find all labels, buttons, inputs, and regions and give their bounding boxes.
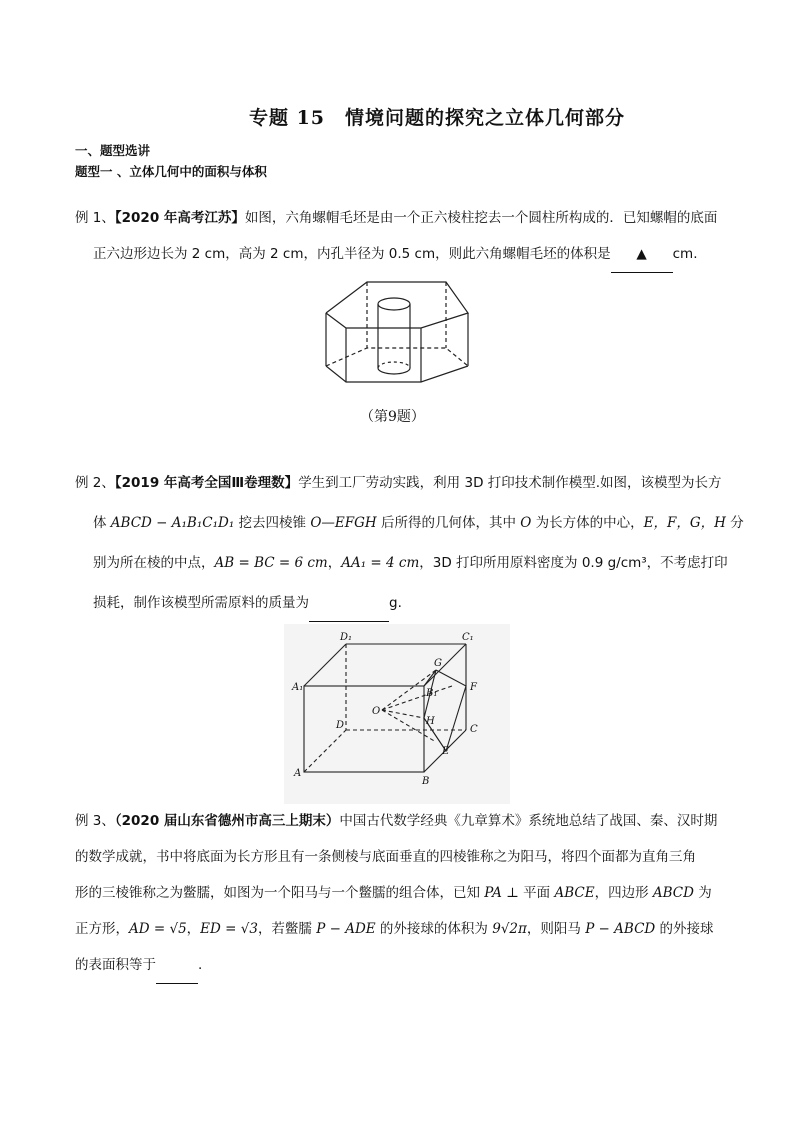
answer-blank [156, 947, 198, 984]
example-3-text: ，四边形 [594, 885, 653, 901]
example-2-text: 后所得的几何体，其中 [376, 515, 521, 531]
example-3-text: 形的三棱锥称之为鳖臑，如图为一个阳马与一个鳖臑的组合体，已知 [75, 885, 485, 901]
answer-blank [309, 585, 389, 622]
example-3-text: ， [186, 921, 201, 937]
math-expression: E，F，G，H [643, 515, 726, 531]
figure-2-label: A₁ [292, 682, 304, 693]
math-expression: 9√2π [492, 921, 527, 937]
math-expression: O [520, 515, 532, 531]
figure-2-label: O [372, 706, 381, 717]
math-expression: P − ABCD [585, 921, 656, 937]
example-3-text: . [198, 957, 203, 973]
subsection-heading: 题型一 、立体几何中的面积与体积 [75, 164, 267, 179]
page-title: 专题 15 情境问题的探究之立体几何部分 [248, 107, 626, 129]
figure-1-caption: （第9题） [360, 409, 425, 425]
example-3-source: （2020 届山东省德州市高三上期末） [114, 813, 340, 829]
math-expression: AD = √5 [129, 921, 187, 937]
example-2-text: 为长方体的中心， [531, 515, 644, 531]
example-3-text: 为 [693, 885, 712, 901]
cuboid-pyramid-figure [284, 624, 510, 804]
example-3-text: 中国古代数学经典《九章算术》系统地总结了战国、秦、汉时期 [339, 813, 718, 829]
example-3-text: ，若鳖臑 [257, 921, 317, 937]
figure-2-label: B₁ [426, 688, 438, 699]
example-3-text: 平面 [518, 885, 555, 901]
example-2-text: ，3D 打印所用原料密度为 0.9 g/cm³，不考虑打印 [419, 555, 728, 571]
figure-2-label: C [470, 724, 478, 735]
example-2-text: 分 [725, 515, 744, 531]
example-2-text: 挖去四棱锥 [234, 515, 311, 531]
math-expression: PA ⊥ [484, 885, 519, 901]
example-2-label: 例 2、 [75, 475, 115, 491]
example-2-text-line1: 学生到工厂劳动实践，利用 3D 打印技术制作模型.如图，该模型为长方 [298, 475, 722, 491]
figure-2-label: A [294, 768, 302, 779]
example-3 [75, 803, 725, 984]
math-expression: P − ADE [316, 921, 376, 937]
example-3-text: 正方形， [75, 921, 129, 937]
figure-2-label: E [442, 746, 450, 757]
example-1-text-line1: 如图，六角螺帽毛坯是由一个正六棱柱挖去一个圆柱所构成的．已知螺帽的底面 [244, 210, 718, 226]
example-2-text: 损耗，制作该模型所需原料的质量为 [93, 595, 309, 611]
example-2 [75, 465, 744, 622]
example-3-text: 的表面积等于 [75, 957, 156, 973]
example-3-text: 的外接球的体积为 [375, 921, 493, 937]
example-2-text: 体 [93, 515, 111, 531]
example-2-text: ， [327, 555, 342, 571]
example-1-unit: cm. [672, 246, 698, 262]
example-3-label: 例 3、 [75, 813, 115, 829]
math-expression: ED = √3 [200, 921, 258, 937]
math-expression: ABCD − A₁B₁C₁D₁ [110, 515, 235, 531]
math-expression: O—EFGH [310, 515, 377, 531]
math-expression: AB = BC = 6 cm [214, 555, 328, 571]
example-1-label: 例 1、 [75, 210, 115, 226]
figure-2-label: B [422, 776, 430, 787]
figure-2-label: G [434, 658, 442, 669]
example-2-unit: g. [389, 595, 402, 611]
example-1 [75, 200, 725, 273]
section-heading: 一、题型选讲 [75, 143, 151, 158]
figure-2-label: D [336, 720, 345, 731]
answer-blank: ▲ [611, 236, 673, 273]
example-1-text-line2: 正六边形边长为 2 cm，高为 2 cm，内孔半径为 0.5 cm，则此六角螺帽毛坯的体积是 [93, 246, 611, 262]
example-3-text: 的数学成就，书中将底面为长方形且有一条侧棱与底面垂直的四棱锥称之为阳马，将四个面都为直角三角 [75, 849, 696, 865]
math-expression: AA₁ = 4 cm [341, 555, 420, 571]
figure-2-label: D₁ [340, 632, 353, 643]
example-3-text: ，则阳马 [526, 921, 586, 937]
figure-2-label: H [426, 716, 435, 727]
math-expression: ABCD [652, 885, 694, 901]
hexagonal-nut-figure [318, 278, 478, 398]
figure-2-label: F [470, 682, 477, 693]
example-1-source: 【2020 年高考江苏】 [114, 210, 245, 226]
math-expression: ABCE [554, 885, 595, 901]
example-3-text: 的外接球 [655, 921, 714, 937]
example-2-text: 别为所在棱的中点， [93, 555, 215, 571]
example-2-source: 【2019 年高考全国Ⅲ卷理数】 [114, 475, 299, 491]
figure-2-label: C₁ [462, 632, 474, 643]
